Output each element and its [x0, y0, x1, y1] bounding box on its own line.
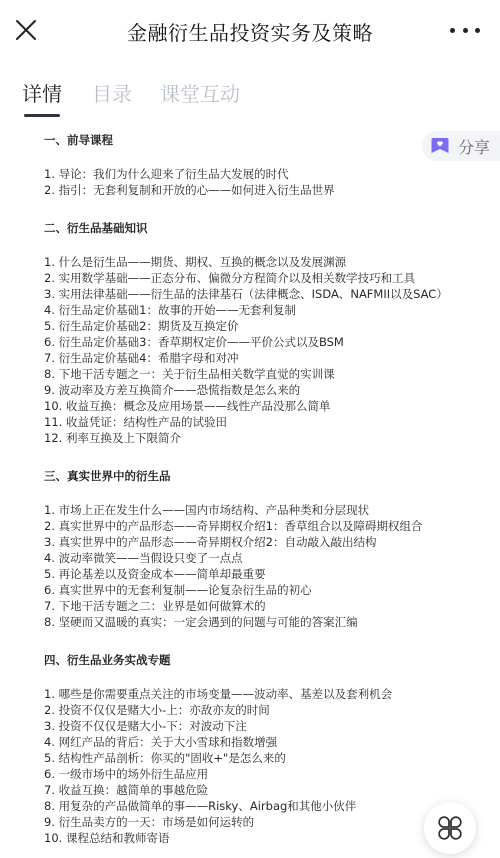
- list-item: 3. 实用法律基础——衍生品的法律基石（法律概念、ISDA、NAFMII以及SAC）: [44, 287, 448, 301]
- tab-class-interaction[interactable]: 课堂互动: [160, 82, 240, 106]
- list-item: 6. 真实世界中的无套利复制——论复杂衍生品的初心: [44, 583, 312, 597]
- list-item: 10. 课程总结和教师寄语: [44, 831, 170, 845]
- list-item: 5. 结构性产品剖析：你买的"固收+"是怎么来的: [44, 751, 286, 765]
- list-item: 4. 波动率微笑——当假设只变了一点点: [44, 551, 243, 565]
- list-item: 1. 哪些是你需要重点关注的市场变量——波动率、基差以及套利机会: [44, 687, 393, 701]
- course-outline: [44, 132, 464, 846]
- list-item: 5. 再论基差以及资金成本——简单却最重要: [44, 567, 266, 581]
- section-title: 一、前导课程: [44, 133, 113, 147]
- list-item: 1. 导论：我们为什么迎来了衍生品大发展的时代: [44, 167, 289, 181]
- more-button[interactable]: [450, 20, 480, 40]
- list-item: 3. 投资不仅仅是赌大小-下：对波动下注: [44, 719, 247, 733]
- list-item: 9. 波动率及方差互换简介——恐慌指数是怎么来的: [44, 383, 301, 397]
- list-item: 2. 实用数学基础——正态分布、偏微分方程简介以及相关数学技巧和工具: [44, 271, 416, 285]
- list-item: 8. 用复杂的产品做简单的事——Risky、Airbag和其他小伙伴: [44, 799, 357, 813]
- more-dot-icon: [475, 28, 480, 33]
- list-item: 7. 收益互换：越简单的事越危险: [44, 783, 209, 797]
- list-item: 11. 收益凭证：结构性产品的试验田: [44, 415, 227, 429]
- list-item: 10. 收益互换：概念及应用场景——线性产品没那么简单: [44, 399, 331, 413]
- more-dot-icon: [463, 28, 468, 33]
- close-button[interactable]: [14, 18, 38, 42]
- floating-menu-button[interactable]: [424, 802, 476, 854]
- page-title: 金融衍生品投资实务及策略: [127, 21, 373, 45]
- list-item: 2. 投资不仅仅是赌大小-上：亦敌亦友的时间: [44, 703, 270, 717]
- list-item: 2. 真实世界中的产品形态——奇异期权介绍1：香草组合以及障碍期权组合: [44, 519, 423, 533]
- list-item: 3. 真实世界中的产品形态——奇异期权介绍2：自动敲入敲出结构: [44, 535, 377, 549]
- share-label: 分享: [458, 137, 491, 157]
- top-bar: [0, 0, 500, 62]
- list-item: 8. 下地干活专题之一：关于衍生品相关数学直觉的实训课: [44, 367, 335, 381]
- list-item: 9. 衍生品卖方的一天：市场是如何运转的: [44, 815, 255, 829]
- tab-catalog[interactable]: 目录: [92, 82, 132, 106]
- list-item: 6. 一级市场中的场外衍生品应用: [44, 767, 209, 781]
- list-item: 8. 坚硬而又温暖的真实：一定会遇到的问题与可能的答案汇编: [44, 615, 358, 629]
- list-item: 1. 什么是衍生品——期货、期权、互换的概念以及发展渊源: [44, 255, 347, 269]
- section-title: 二、衍生品基础知识: [44, 221, 148, 235]
- tab-bar: [0, 78, 500, 118]
- list-item: 7. 衍生品定价基础4：希腊字母和对冲: [44, 351, 239, 365]
- list-item: 6. 衍生品定价基础3：香草期权定价——平价公式以及BSM: [44, 335, 344, 349]
- active-tab-indicator: [24, 114, 60, 117]
- more-dot-icon: [450, 28, 455, 33]
- list-item: 5. 衍生品定价基础2：期货及互换定价: [44, 319, 239, 333]
- list-item: 4. 衍生品定价基础1：故事的开始——无套利复制: [44, 303, 296, 317]
- list-item: 1. 市场上正在发生什么——国内市场结构、产品种类和分层现状: [44, 503, 370, 517]
- list-item: 12. 利率互换及上下限简介: [44, 431, 181, 445]
- section-title: 四、衍生品业务实战专题: [44, 653, 171, 667]
- close-icon: [14, 18, 38, 42]
- tab-details[interactable]: 详情: [22, 82, 62, 106]
- list-item: 2. 指引：无套利复制和开放的心——如何进入衍生品世界: [44, 183, 335, 197]
- list-item: 4. 网红产品的背后：关于大小雪球和指数增强: [44, 735, 278, 749]
- four-leaf-grid-icon: [436, 814, 464, 842]
- section-title: 三、真实世界中的衍生品: [44, 469, 171, 483]
- list-item: 7. 下地干活专题之二：业界是如何做算术的: [44, 599, 266, 613]
